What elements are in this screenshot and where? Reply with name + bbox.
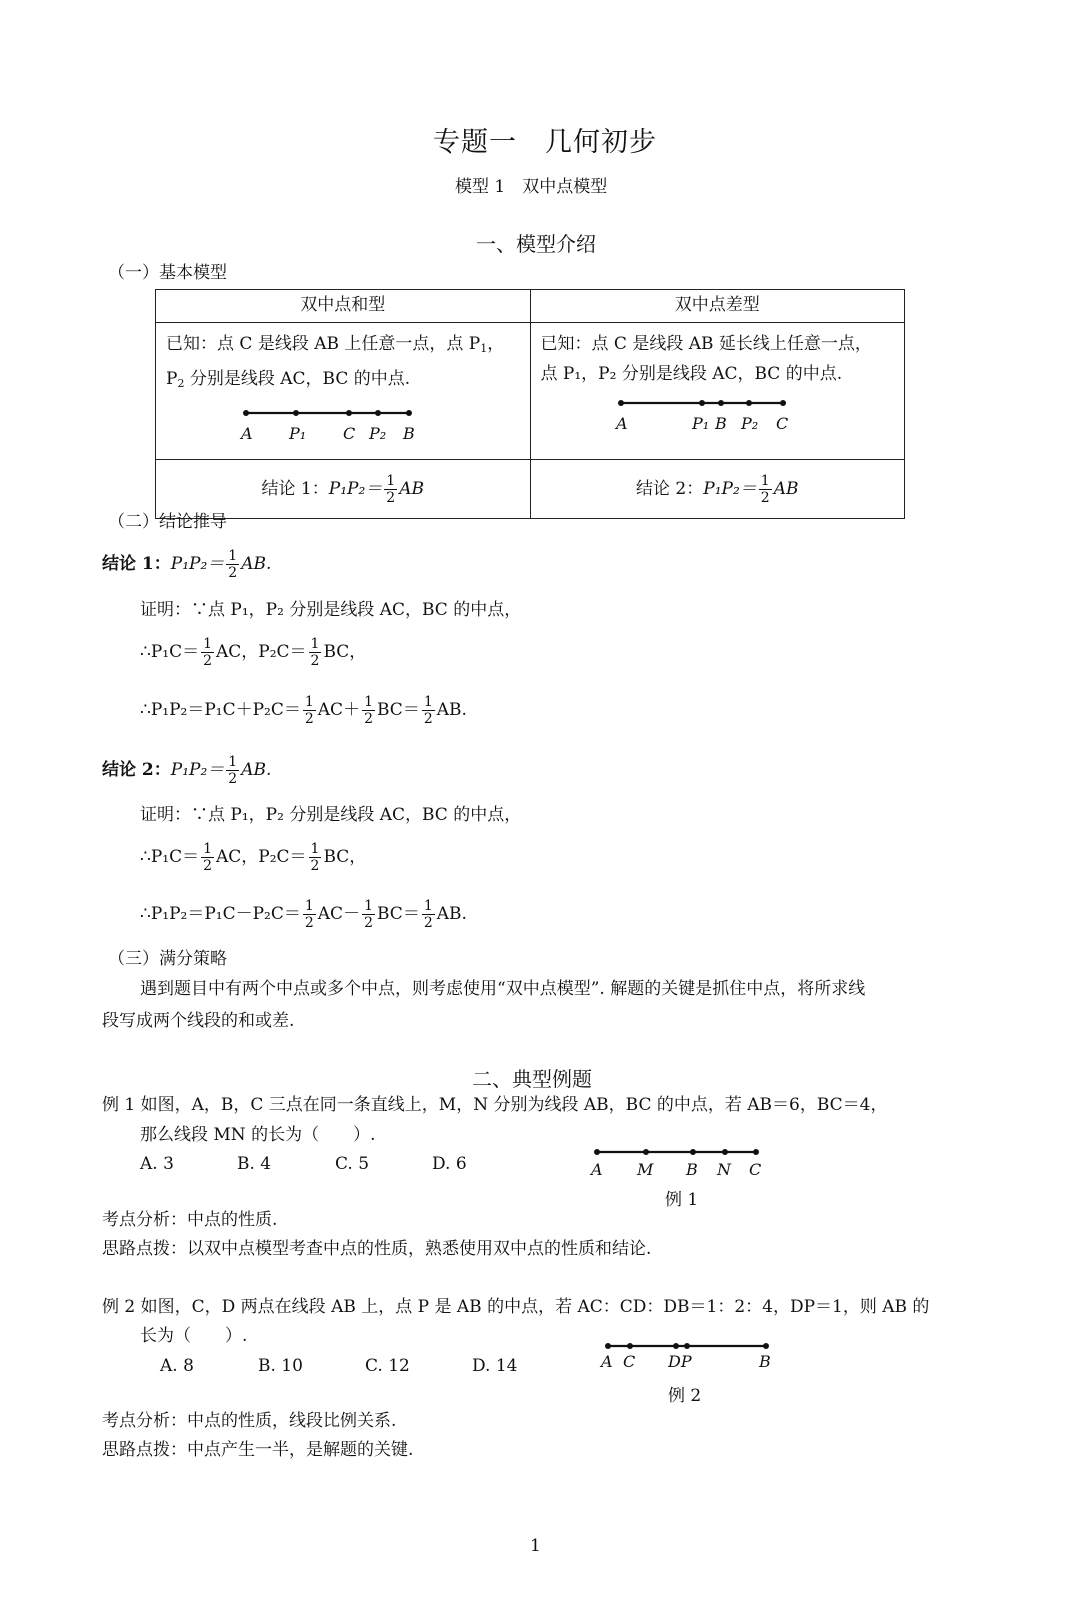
proof1-line1: 证明：∵点 P₁，P₂ 分别是线段 AC，BC 的中点， <box>140 600 522 620</box>
example2-label-c: C <box>623 1352 636 1371</box>
example2-hint: 思路点拨：中点产生一半，是解题的关键. <box>102 1440 414 1460</box>
sum-label-a: A <box>241 424 253 443</box>
sum-label-c: C <box>343 424 356 443</box>
example2-option-b: B. 10 <box>258 1356 303 1376</box>
col1-conclusion: 结论 1：P₁P₂＝ $\frac{1}{2}$ AB <box>156 460 531 519</box>
example2-line1: 例 2 如图，C，D 两点在线段 AB 上，点 P 是 AB 的中点，若 AC：CD：DB＝1：2：4，DP＝1，则 AB 的 <box>102 1297 930 1317</box>
example2-option-a: A. 8 <box>160 1356 194 1376</box>
example2-point <box>627 1343 633 1349</box>
col2-conclusion: 结论 2：P₁P₂＝ $\frac{1}{2}$ AB <box>530 460 905 519</box>
example1-line1: 例 1 如图，A，B，C 三点在同一条直线上，M，N 分别为线段 AB，BC 的中点，若 AB＝6，BC＝4， <box>102 1095 888 1115</box>
strategy-label: （三）满分策略 <box>108 949 227 969</box>
example2-point <box>763 1343 769 1349</box>
sum-point <box>346 410 352 416</box>
example1-label-b: B <box>686 1160 698 1179</box>
conclusion2-statement: 结论 2：P₁P₂＝ $\frac{1}{2}$ AB. <box>102 754 272 787</box>
sum-model-diagram <box>166 399 506 449</box>
col1-known-cell <box>156 323 531 460</box>
example1-label-a: A <box>591 1160 603 1179</box>
section-heading-intro: 一、模型介绍 <box>476 232 596 256</box>
example1-point <box>594 1149 600 1155</box>
example1-option-c: C. 5 <box>335 1154 370 1174</box>
sum-label-b: B <box>403 424 415 443</box>
example1-analysis: 考点分析：中点的性质. <box>102 1210 278 1230</box>
proof2-line1: 证明：∵点 P₁，P₂ 分别是线段 AC，BC 的中点， <box>140 805 522 825</box>
proof2-line2: ∴P₁C＝ $\frac{1}{2}$ AC，P₂C＝ $\frac{1}{2}$ BC， <box>140 841 367 874</box>
strategy-text-line1: 遇到题目中有两个中点或多个中点，则考虑使用“双中点模型”. 解题的关键是抓住中点，将所求线 <box>140 979 866 999</box>
sum-point <box>375 410 381 416</box>
derivation-label: （二）结论推导 <box>108 512 227 532</box>
col2-known-line1: 已知：点 C 是线段 AB 延长线上任意一点， <box>540 334 872 354</box>
diff-label-p1: P₁ <box>691 414 709 433</box>
basic-models-label: （一）基本模型 <box>108 263 227 283</box>
example1-label-m: M <box>637 1160 654 1179</box>
example2-option-c: C. 12 <box>365 1356 410 1376</box>
example2-option-d: D. 14 <box>472 1356 518 1376</box>
example1-point <box>690 1149 696 1155</box>
conclusion1-statement: 结论 1：P₁P₂＝ $\frac{1}{2}$ AB. <box>102 548 272 581</box>
example2-analysis: 考点分析：中点的性质，线段比例关系. <box>102 1411 397 1431</box>
example1-point <box>643 1149 649 1155</box>
proof1-line2: ∴P₁C＝ $\frac{1}{2}$ AC，P₂C＝ $\frac{1}{2}$ BC， <box>140 636 367 669</box>
example1-caption: 例 1 <box>665 1190 699 1210</box>
example2-point <box>605 1343 611 1349</box>
col1-known-line2: $P_2$ 分别是线段 AC，BC 的中点. <box>166 369 411 390</box>
diff-point <box>746 400 752 406</box>
sum-label-p2: P₂ <box>369 424 387 443</box>
example2-label-dp: DP <box>668 1352 692 1371</box>
page-title: 专题一 几何初步 <box>433 127 657 158</box>
diff-label-p2: P₂ <box>740 414 758 433</box>
col2-known-cell <box>530 323 905 460</box>
model-table <box>155 289 905 519</box>
sum-point <box>406 410 412 416</box>
example1-point <box>753 1149 759 1155</box>
example1-line2: 那么线段 MN 的长为（ ）. <box>140 1125 376 1145</box>
example2-point <box>684 1343 690 1349</box>
diff-point <box>699 400 705 406</box>
diff-label-c: C <box>775 414 788 433</box>
diff-label-b: B <box>714 414 727 433</box>
example1-hint: 思路点拨：以双中点模型考查中点的性质，熟悉使用双中点的性质和结论. <box>102 1239 652 1259</box>
page-number: 1 <box>530 1536 541 1556</box>
example1-label-c: C <box>749 1160 762 1179</box>
diff-point <box>718 400 724 406</box>
col1-known-line1: 已知：点 C 是线段 AB 上任意一点，点 $P_1$， <box>166 334 505 355</box>
example2-label-b: B <box>759 1352 771 1371</box>
section-heading-examples: 二、典型例题 <box>472 1067 592 1091</box>
strategy-text-line2: 段写成两个线段的和或差. <box>102 1011 295 1031</box>
diff-point <box>780 400 786 406</box>
fraction-half: $\frac{1}{2}$ <box>760 472 770 506</box>
example1-diagram <box>586 1142 776 1184</box>
example2-line2: 长为（ ）. <box>140 1326 248 1346</box>
example1-option-d: D. 6 <box>432 1154 467 1174</box>
diff-point <box>618 400 624 406</box>
example1-option-a: A. 3 <box>140 1154 174 1174</box>
sum-point <box>243 410 249 416</box>
fraction-half: $\frac{1}{2}$ <box>386 472 396 506</box>
example2-label-a: A <box>601 1352 613 1371</box>
example2-diagram <box>596 1336 786 1378</box>
example2-caption: 例 2 <box>668 1386 702 1406</box>
model-subtitle: 模型 1 双中点模型 <box>455 177 608 197</box>
proof2-line3: ∴P₁P₂＝P₁C－P₂C＝ $\frac{1}{2}$ AC－ $\frac{1}{2}$ BC＝ $\frac{1}{2}$ AB. <box>140 898 467 931</box>
diff-model-diagram <box>541 389 881 439</box>
col2-header: 双中点差型 <box>530 290 905 323</box>
sum-label-p1: P₁ <box>289 424 307 443</box>
sum-point <box>293 410 299 416</box>
col2-known-line2: 点 P₁，P₂ 分别是线段 AC，BC 的中点. <box>540 364 843 384</box>
example1-point <box>722 1149 728 1155</box>
col1-header: 双中点和型 <box>156 290 531 323</box>
diff-label-a: A <box>615 414 628 433</box>
example2-point <box>673 1343 679 1349</box>
example1-label-n: N <box>717 1160 731 1179</box>
example1-option-b: B. 4 <box>237 1154 272 1174</box>
proof1-line3: ∴P₁P₂＝P₁C＋P₂C＝ $\frac{1}{2}$ AC＋ $\frac{1}{2}$ BC＝ $\frac{1}{2}$ AB. <box>140 694 467 727</box>
